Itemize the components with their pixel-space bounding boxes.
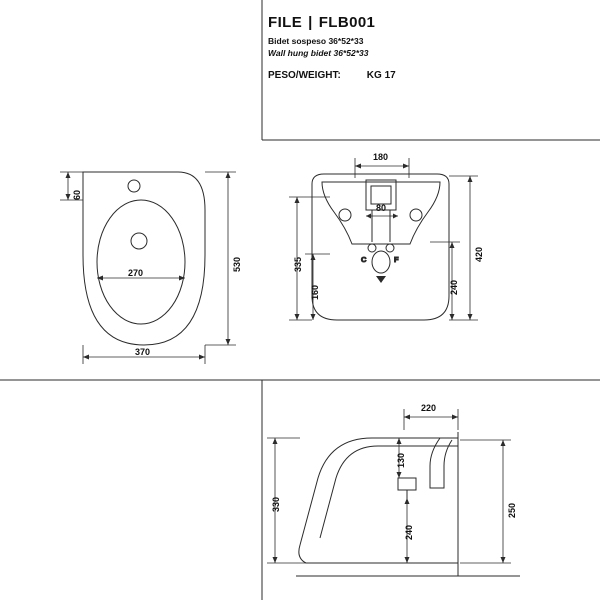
dim-label-330: 330	[271, 496, 281, 512]
front-view-fixing-hole-left	[339, 209, 351, 221]
dim-label-335: 335	[293, 256, 303, 272]
dim-label-60: 60	[72, 189, 82, 200]
side-view-dimensions	[267, 409, 511, 563]
front-view-waste-outlet	[372, 251, 390, 273]
dim-label-80: 80	[376, 203, 387, 213]
dim-label-240-front: 240	[449, 279, 459, 295]
front-view-drawing	[312, 174, 449, 320]
description-en: Wall hung bidet 36*52*33	[268, 48, 369, 58]
dim-label-220: 220	[421, 403, 437, 413]
side-view-waste-block	[398, 478, 416, 490]
file-code: FLB001	[318, 14, 376, 31]
front-view-waste-tip	[376, 276, 386, 283]
top-view-drawing	[83, 172, 205, 345]
weight-value: KG 17	[366, 70, 396, 81]
side-view-rim-curve	[320, 446, 458, 538]
weight-label: PESO/WEIGHT:	[268, 70, 341, 81]
dim-label-250: 250	[507, 502, 517, 518]
dim-label-530: 530	[232, 256, 242, 272]
dim-label-180: 180	[373, 152, 389, 162]
front-view-hot-marker	[386, 244, 394, 252]
file-label: FILE	[268, 14, 303, 31]
top-view-waste-hole	[131, 233, 147, 249]
dim-label-240-side: 240	[404, 524, 414, 540]
front-view-fixing-hole-right	[410, 209, 422, 221]
description-it: Bidet sospeso 36*52*33	[268, 36, 364, 46]
front-view-tap-inner	[371, 186, 391, 204]
title-separator: |	[308, 14, 313, 31]
dim-label-160: 160	[310, 284, 320, 300]
dim-label-270: 270	[128, 268, 144, 278]
front-view-outline	[312, 174, 449, 320]
label-hot: F	[394, 255, 399, 264]
front-view-cold-marker	[368, 244, 376, 252]
dim-label-130: 130	[396, 452, 406, 468]
dim-label-370: 370	[135, 347, 151, 357]
side-view-outline	[299, 438, 458, 563]
top-view-inner-bowl	[97, 200, 185, 324]
top-view-tap-hole	[128, 180, 140, 192]
dim-label-420: 420	[474, 246, 484, 262]
top-view-outline	[83, 172, 205, 345]
label-cold: C	[361, 255, 367, 264]
